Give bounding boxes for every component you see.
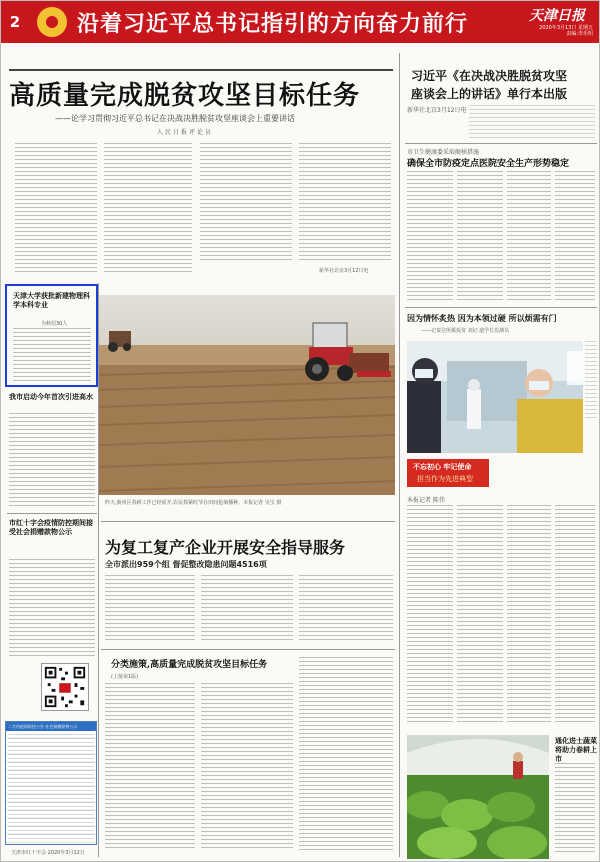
- body-text: [469, 105, 595, 141]
- lead-article-byline: 人民日报评论员: [157, 129, 214, 136]
- column-divider: [399, 53, 400, 857]
- body-text-column: [9, 559, 95, 659]
- rule-line: [405, 307, 597, 308]
- qr-code-icon: [41, 663, 89, 711]
- news-title: 市红十字会疫情防控期间接受社会捐赠款物公示: [9, 519, 93, 536]
- photo-caption: 昨天,蓟州区春耕工作已经展开,农民抓紧时节在田间抢墒播种。本报记者 吴宝 摄: [105, 500, 282, 506]
- news-title: 天津大学获批新建物理科学本科专业: [13, 292, 90, 309]
- body-text-column: [299, 575, 393, 643]
- news-title: 因为情怀炙热 因为本领过硬 所以烦需有门: [407, 313, 557, 323]
- byline: 本报记者 陈伟: [407, 497, 445, 504]
- body-text-column: [555, 171, 595, 301]
- page-header: [1, 1, 600, 43]
- section-banner-title: 沿着习近平总书记指引的方向奋力前行: [77, 10, 469, 37]
- news-title: 习近平《在决战决胜脱贫攻坚: [411, 69, 568, 83]
- body-text-column: [555, 505, 595, 725]
- rule-line: [405, 143, 597, 144]
- body-text-column: [299, 143, 391, 261]
- highlighted-news-box: [5, 284, 98, 387]
- kicker: 市卫生健康委采取硬核措施: [407, 149, 480, 156]
- photo-workers: [407, 341, 583, 453]
- lead-article-subtitle: ——论学习贯彻习近平总书记在决战决胜脱贫攻坚座谈会上重要讲话: [55, 114, 295, 123]
- news-title: 座谈会上的讲话》单行本出版: [411, 87, 568, 101]
- body-text-column: [201, 683, 293, 851]
- body-text-column: [407, 505, 453, 725]
- body-text-column: [9, 413, 95, 509]
- body-text-column: [104, 143, 192, 275]
- honor-tag: [407, 459, 489, 487]
- body-text-column: [457, 171, 503, 301]
- body-text-column: [15, 143, 97, 275]
- body-text-column: [555, 763, 595, 855]
- news-title: 通化进士蔬菜将助力春耕上市: [555, 737, 597, 763]
- body-text-column: [201, 575, 293, 643]
- body-text: [13, 328, 91, 382]
- article-subtitle: 全市派出959个组 督促整改隐患问题4516项: [105, 560, 267, 569]
- party-emblem-icon: [37, 7, 67, 37]
- body-text-column: [299, 657, 393, 851]
- body-text-column: [105, 683, 195, 851]
- article-title: 分类施策,高质量完成脱贫攻坚目标任务: [111, 660, 268, 670]
- newspaper-logo: 天津日报: [529, 8, 585, 24]
- photo-greenhouse-vegetables: [407, 735, 549, 859]
- rule-line: [101, 521, 395, 522]
- photo-caption-text: [585, 341, 597, 421]
- rule-line: [101, 649, 395, 650]
- table-header: 二月份疫情防控公告 社会捐赠款物公示: [6, 722, 96, 731]
- lead-footer: 新华社北京3月12日电: [319, 268, 369, 274]
- news-subtitle: 为秋招30人: [41, 321, 68, 327]
- rule-line: [9, 69, 393, 71]
- body-text-column: [105, 575, 195, 643]
- rule-line: [7, 513, 97, 514]
- news-subtitle: ——记秦达所援投资 刘记·道学长监测员: [421, 328, 510, 334]
- dateline: 新华社北京3月12日电: [407, 107, 467, 114]
- body-text-column: [457, 505, 503, 725]
- page-number: 2: [9, 13, 21, 31]
- body-text-column: [507, 505, 551, 725]
- body-text-column: [507, 171, 551, 301]
- tag-line: 担当作为先进典型: [417, 475, 473, 483]
- article-title: 为复工复产企业开展安全指导服务: [105, 538, 346, 557]
- table-cells: [8, 734, 94, 840]
- news-title: 确保全市防疫定点医院安全生产形势稳定: [407, 159, 570, 169]
- body-text-column: [407, 171, 453, 301]
- table-footer: 天津市红十字会 2020年3月12日: [11, 850, 85, 856]
- photo-spring-plowing: [99, 295, 395, 495]
- body-text-column: [200, 143, 292, 263]
- tag-line: 不忘初心 牢记使命: [413, 463, 472, 471]
- date-line: 2020年3月13日 星期五 责编:李乐明: [539, 25, 593, 37]
- article-kicker: (上接第1版): [111, 674, 139, 680]
- lead-article-title: 高质量完成脱贫攻坚目标任务: [9, 81, 361, 111]
- news-title: 我市启动今年首次引进高水: [9, 393, 93, 401]
- donation-table: [5, 721, 97, 845]
